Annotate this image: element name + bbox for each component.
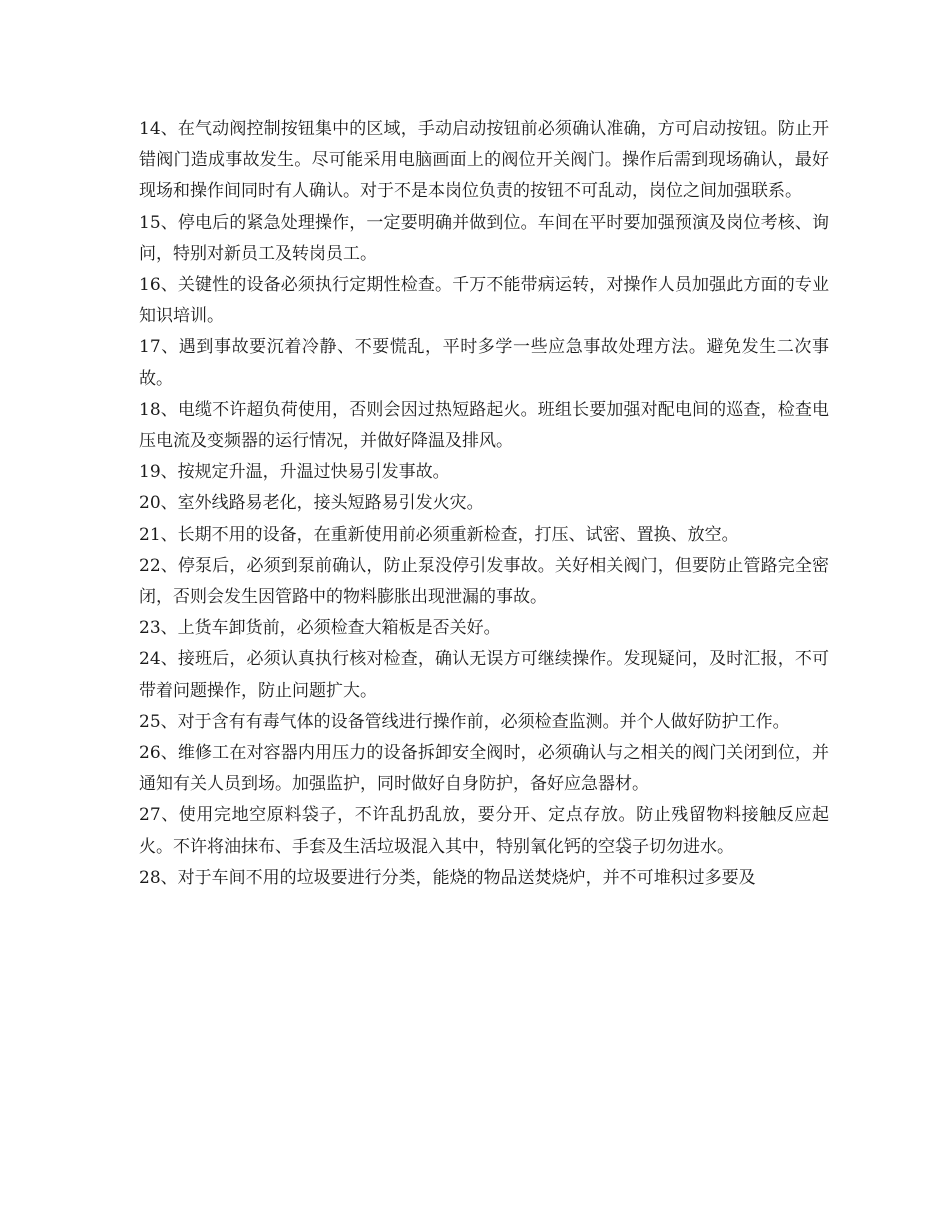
- paragraph-item-26: 26、维修工在对容器内用压力的设备拆卸安全阀时，必须确认与之相关的阀门关闭到位，并通知有关人员到场。加强监护，同时做好自身防护，备好应急器材。: [139, 743, 829, 795]
- paragraph-item-17: 17、遇到事故要沉着冷静、不要慌乱，平时多学一些应急事故处理方法。避免发生二次事故。: [139, 337, 829, 389]
- paragraph-item-22: 22、停泵后，必须到泵前确认，防止泵没停引发事故。关好相关阀门，但要防止管路完全密闭，否则会发生因管路中的物料膨胀出现泄漏的事故。: [139, 555, 829, 608]
- document-body: [139, 114, 829, 894]
- paragraph-item-19: 19、按规定升温，升温过快易引发事故。: [139, 462, 450, 483]
- paragraph-item-14: 14、在气动阀控制按钮集中的区域，手动启动按钮前必须确认准确，方可启动按钮。防止开错阀门造成事故发生。尽可能采用电脑画面上的阀位开关阀门。操作后需到现场确认，最好现场和操作间同时有人确认。对于不是本岗位负责的按钮不可乱动，岗位之间加强联系。: [139, 119, 829, 202]
- paragraph-item-27: 27、使用完地空原料袋子，不许乱扔乱放，要分开、定点存放。防止残留物料接触反应起火。不许将油抹布、手套及生活垃圾混入其中，特别氧化钙的空袋子切勿进水。: [139, 805, 829, 857]
- paragraph-item-21: 21、长期不用的设备，在重新使用前必须重新检查，打压、试密、置换、放空。: [139, 524, 739, 545]
- paragraph-item-18: 18、电缆不许超负荷使用，否则会因过热短路起火。班组长要加强对配电间的巡查，检查电压电流及变频器的运行情况，并做好降温及排风。: [139, 399, 829, 452]
- paragraph-item-16: 16、关键性的设备必须执行定期性检查。千万不能带病运转，对操作人员加强此方面的专业知识培训。: [139, 275, 829, 327]
- paragraph-item-24: 24、接班后，必须认真执行核对检查，确认无误方可继续操作。发现疑问，及时汇报，不可带着问题操作，防止问题扩大。: [139, 649, 829, 701]
- paragraph-item-23: 23、上货车卸货前，必须检查大箱板是否关好。: [139, 618, 501, 639]
- paragraph-item-28: 28、对于车间不用的垃圾要进行分类，能烧的物品送焚烧炉，并不可堆积过多要及: [139, 867, 756, 888]
- paragraph-item-15: 15、停电后的紧急处理操作，一定要明确并做到位。车间在平时要加强预演及岗位考核、询问，特别对新员工及转岗员工。: [139, 212, 829, 264]
- paragraph-item-25: 25、对于含有有毒气体的设备管线进行操作前，必须检查监测。并个人做好防护工作。: [139, 711, 790, 732]
- paragraph-item-20: 20、室外线路易老化，接头短路易引发火灾。: [139, 493, 484, 514]
